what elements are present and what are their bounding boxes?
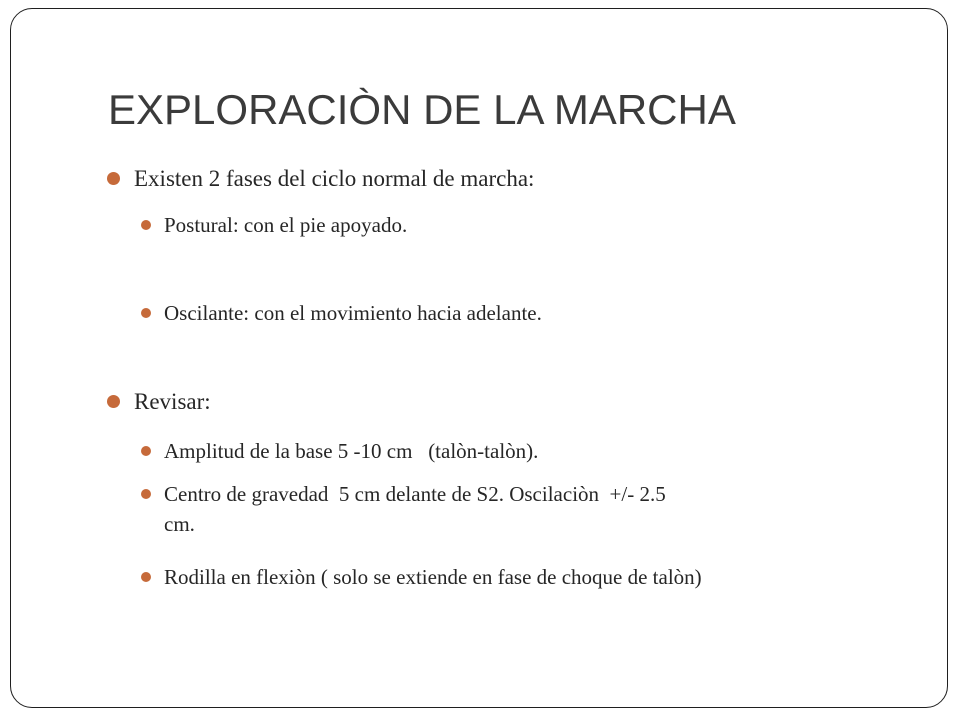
- bullet-dot-icon: [141, 446, 151, 456]
- bullet-dot-icon: [141, 308, 151, 318]
- bullet-text: Amplitud de la base 5 -10 cm (talòn-talòn).: [164, 439, 539, 463]
- slide-title: EXPLORACIÒN DE LA MARCHA: [108, 86, 736, 133]
- bullet-item-oscilante: [164, 298, 542, 328]
- bullet-text: Rodilla en flexiòn ( solo se extiende en fase de choque de talòn): [164, 565, 702, 589]
- bullet-item-amplitud: [164, 436, 538, 466]
- bullet-item-revisar: [134, 387, 211, 417]
- bullet-dot-icon: [141, 489, 151, 499]
- bullet-dot-icon: [107, 172, 120, 185]
- bullet-item-rodilla: [164, 562, 702, 592]
- bullet-dot-icon: [107, 395, 120, 408]
- bullet-dot-icon: [141, 572, 151, 582]
- bullet-text: Oscilante: con el movimiento hacia adelante.: [164, 301, 542, 325]
- bullet-text: Postural: con el pie apoyado.: [164, 213, 408, 237]
- bullet-text-line1: Centro de gravedad 5 cm delante de S2. Oscilaciòn +/- 2.5: [164, 482, 666, 506]
- bullet-item-centro-gravedad: [164, 479, 666, 539]
- bullet-text: Revisar:: [134, 389, 211, 414]
- bullet-text: Existen 2 fases del ciclo normal de marcha:: [134, 166, 535, 191]
- bullet-dot-icon: [141, 220, 151, 230]
- bullet-text-line2: cm.: [164, 512, 195, 536]
- bullet-item-postural: [164, 210, 407, 240]
- bullet-item-fases: [134, 164, 534, 194]
